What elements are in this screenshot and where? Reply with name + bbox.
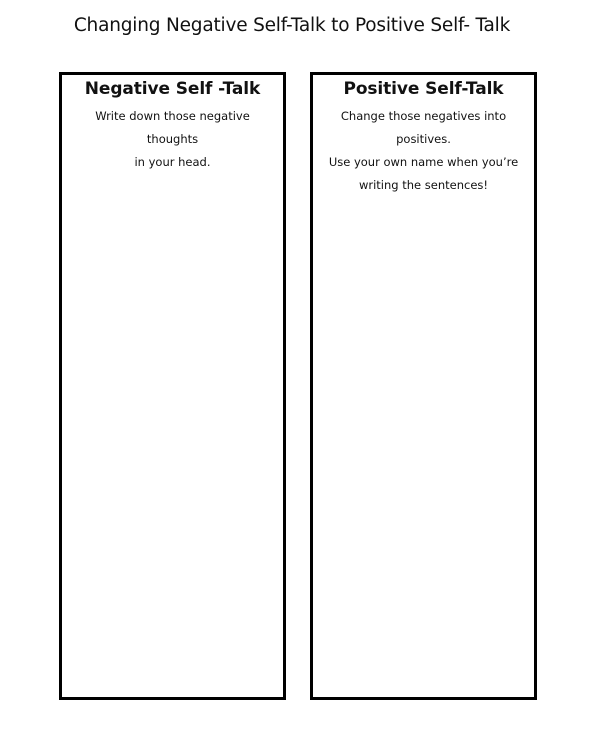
- negative-self-talk-column: [59, 72, 286, 700]
- positive-self-talk-column: [310, 72, 537, 700]
- positive-writing-area[interactable]: [313, 195, 534, 697]
- positive-instructions-line-2: Use your own name when you’re: [328, 155, 519, 169]
- negative-writing-area[interactable]: [62, 195, 283, 697]
- positive-column-heading: Positive Self-Talk: [343, 79, 504, 99]
- positive-instructions-line-1: Change those negatives into positives.: [340, 109, 507, 146]
- positive-instructions-line-3: writing the sentences!: [358, 178, 489, 192]
- negative-instructions-line-1: Write down those negative thoughts: [95, 109, 250, 146]
- positive-column-instructions: [316, 105, 531, 197]
- negative-column-heading: Negative Self -Talk: [84, 79, 261, 99]
- negative-column-instructions: [70, 105, 275, 174]
- page-title: Changing Negative Self-Talk to Positive Self- Talk: [73, 15, 511, 36]
- negative-instructions-line-2: in your head.: [134, 155, 211, 169]
